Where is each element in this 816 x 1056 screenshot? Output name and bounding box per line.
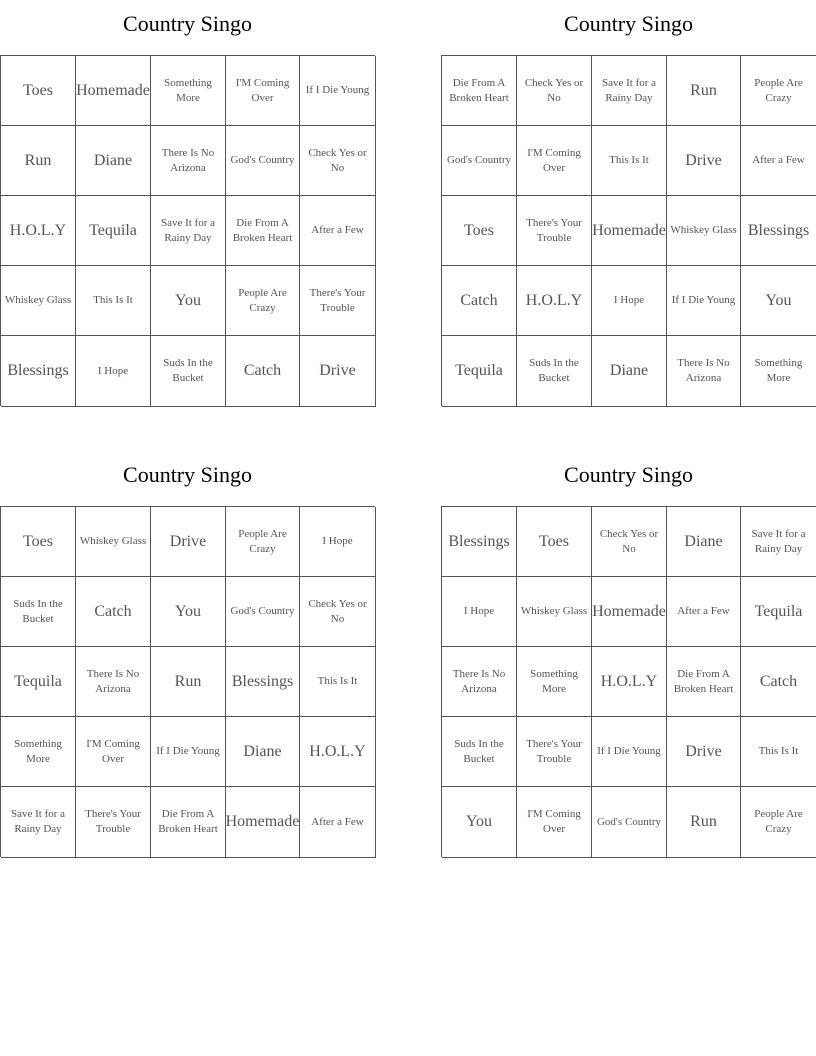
bingo-cell: There Is No Arizona	[667, 336, 741, 407]
bingo-cell: Drive	[667, 717, 741, 787]
bingo-cell: Drive	[151, 507, 226, 577]
bingo-cell: People Are Crazy	[226, 507, 300, 577]
bingo-cell: People Are Crazy	[226, 266, 300, 336]
bingo-cell: Whiskey Glass	[1, 266, 76, 336]
bingo-cell: Diane	[667, 507, 741, 577]
bingo-cell: Die From A Broken Heart	[442, 56, 517, 126]
bingo-cell: Suds In the Bucket	[517, 336, 592, 407]
bingo-cell: Run	[1, 126, 76, 196]
bingo-cell: If I Die Young	[300, 56, 376, 126]
bingo-cell: Suds In the Bucket	[151, 336, 226, 407]
bingo-cell: Save It for a Rainy Day	[741, 507, 816, 577]
card-title: Country Singo	[123, 462, 252, 487]
bingo-cell: Run	[667, 56, 741, 126]
bingo-cell: Toes	[1, 507, 76, 577]
bingo-cell: There's Your Trouble	[300, 266, 376, 336]
bingo-cell: H.O.L.Y	[300, 717, 376, 787]
bingo-cell: This Is It	[741, 717, 816, 787]
bingo-cell: After a Few	[741, 126, 816, 196]
bingo-card-3	[0, 451, 375, 835]
bingo-cell: I'M Coming Over	[76, 717, 151, 787]
card-title: Country Singo	[564, 462, 693, 487]
bingo-cell: Diane	[226, 717, 300, 787]
bingo-cell: Something More	[151, 56, 226, 126]
bingo-cell: Check Yes or No	[300, 577, 376, 647]
bingo-cell: Tequila	[1, 647, 76, 717]
bingo-cell: Toes	[517, 507, 592, 577]
bingo-cell: There Is No Arizona	[442, 647, 517, 717]
bingo-cell: Blessings	[442, 507, 517, 577]
bingo-cell: Something More	[517, 647, 592, 717]
bingo-cell: I'M Coming Over	[517, 787, 592, 858]
bingo-cell: H.O.L.Y	[517, 266, 592, 336]
bingo-cell: Suds In the Bucket	[1, 577, 76, 647]
bingo-cell: Check Yes or No	[517, 56, 592, 126]
bingo-cell: Diane	[76, 126, 151, 196]
bingo-cell: There Is No Arizona	[76, 647, 151, 717]
bingo-cell: Drive	[667, 126, 741, 196]
card-grid	[441, 55, 816, 406]
card-grid	[0, 55, 375, 406]
card-title: Country Singo	[123, 11, 252, 36]
bingo-cell: Check Yes or No	[592, 507, 667, 577]
bingo-cell: After a Few	[667, 577, 741, 647]
bingo-cell: There's Your Trouble	[76, 787, 151, 858]
bingo-cell: God's Country	[442, 126, 517, 196]
bingo-cell: This Is It	[76, 266, 151, 336]
bingo-cell: Save It for a Rainy Day	[1, 787, 76, 858]
bingo-cell: Tequila	[741, 577, 816, 647]
bingo-cell: Tequila	[76, 196, 151, 266]
bingo-cell: Drive	[300, 336, 376, 407]
bingo-cell: Die From A Broken Heart	[151, 787, 226, 858]
bingo-cell: Suds In the Bucket	[442, 717, 517, 787]
bingo-cell: Catch	[226, 336, 300, 407]
bingo-cell: Homemade	[592, 196, 667, 266]
bingo-cell: You	[442, 787, 517, 858]
bingo-cell: I Hope	[76, 336, 151, 407]
bingo-cell: God's Country	[226, 577, 300, 647]
bingo-cell: You	[151, 266, 226, 336]
bingo-cell: I Hope	[592, 266, 667, 336]
bingo-cell: People Are Crazy	[741, 56, 816, 126]
bingo-cell: If I Die Young	[667, 266, 741, 336]
bingo-cell: You	[151, 577, 226, 647]
bingo-cell: Something More	[1, 717, 76, 787]
bingo-cell: Homemade	[76, 56, 151, 126]
card-grid	[441, 506, 816, 857]
bingo-cell: Diane	[592, 336, 667, 407]
bingo-cell: Catch	[741, 647, 816, 717]
bingo-cell: I'M Coming Over	[517, 126, 592, 196]
bingo-cell: Whiskey Glass	[667, 196, 741, 266]
bingo-cell: There Is No Arizona	[151, 126, 226, 196]
bingo-cell: This Is It	[300, 647, 376, 717]
bingo-cell: Save It for a Rainy Day	[151, 196, 226, 266]
bingo-cell: Check Yes or No	[300, 126, 376, 196]
bingo-cell: If I Die Young	[151, 717, 226, 787]
bingo-cell: I'M Coming Over	[226, 56, 300, 126]
bingo-cell: I Hope	[300, 507, 376, 577]
bingo-cell: Whiskey Glass	[76, 507, 151, 577]
bingo-cell: Catch	[76, 577, 151, 647]
bingo-cell: Die From A Broken Heart	[667, 647, 741, 717]
bingo-cell: You	[741, 266, 816, 336]
bingo-cell: Whiskey Glass	[517, 577, 592, 647]
bingo-cell: God's Country	[226, 126, 300, 196]
bingo-cell: Homemade	[226, 787, 300, 858]
bingo-card-1	[0, 0, 375, 384]
bingo-cell: Homemade	[592, 577, 667, 647]
bingo-cell: Blessings	[226, 647, 300, 717]
bingo-card-2	[441, 0, 816, 384]
bingo-cell: There's Your Trouble	[517, 717, 592, 787]
bingo-cell: Die From A Broken Heart	[226, 196, 300, 266]
bingo-cell: Blessings	[741, 196, 816, 266]
card-title: Country Singo	[564, 11, 693, 36]
bingo-cell: H.O.L.Y	[592, 647, 667, 717]
bingo-cell: Blessings	[1, 336, 76, 407]
bingo-cell: People Are Crazy	[741, 787, 816, 858]
bingo-card-4	[441, 451, 816, 835]
bingo-cell: H.O.L.Y	[1, 196, 76, 266]
bingo-cell: This Is It	[592, 126, 667, 196]
bingo-cell: Something More	[741, 336, 816, 407]
card-grid	[0, 506, 375, 857]
bingo-cell: There's Your Trouble	[517, 196, 592, 266]
bingo-cell: Catch	[442, 266, 517, 336]
bingo-cell: If I Die Young	[592, 717, 667, 787]
bingo-cell: God's Country	[592, 787, 667, 858]
bingo-cell: I Hope	[442, 577, 517, 647]
bingo-cell: Run	[151, 647, 226, 717]
bingo-cell: Tequila	[442, 336, 517, 407]
bingo-cell: After a Few	[300, 787, 376, 858]
bingo-cell: Toes	[442, 196, 517, 266]
bingo-cell: Toes	[1, 56, 76, 126]
bingo-cell: Run	[667, 787, 741, 858]
bingo-cell: After a Few	[300, 196, 376, 266]
bingo-cell: Save It for a Rainy Day	[592, 56, 667, 126]
